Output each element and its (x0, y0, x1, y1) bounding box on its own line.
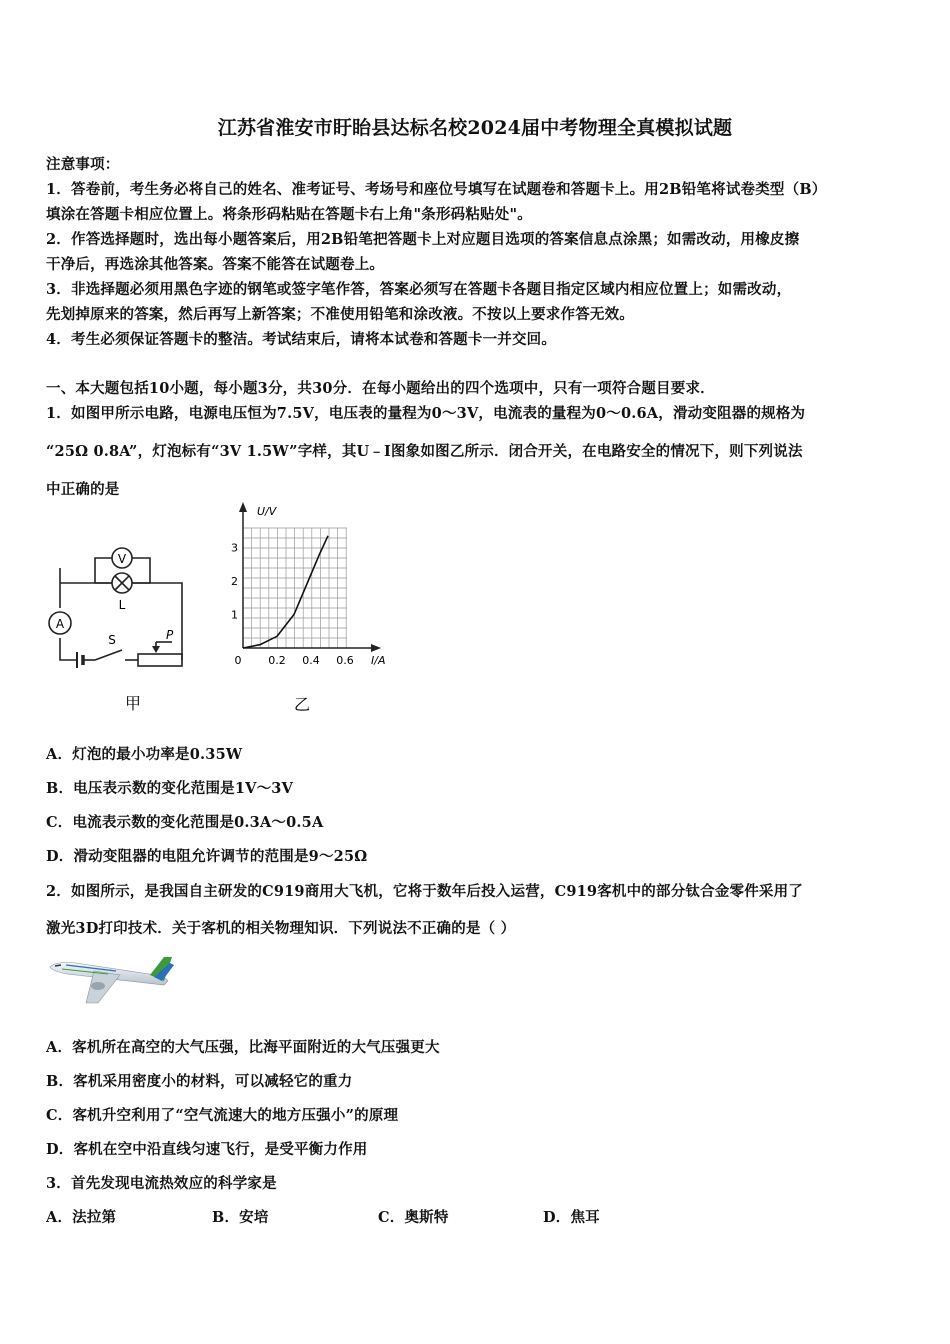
switch-label: S (108, 633, 116, 647)
notice-line: 4．考生必须保证答题卡的整洁。考试结束后，请将本试卷和答题卡一并交回。 (46, 331, 557, 348)
graph-caption: 乙 (293, 695, 311, 714)
c919-airplane-image (46, 955, 181, 1010)
option-d: D．焦耳 (543, 1209, 600, 1226)
circuit-caption: 甲 (124, 694, 142, 713)
question-1-line: “25Ω 0.8A”，灯泡标有“3V 1.5W”字样，其U﹣I图象如图乙所示．闭合开关，在电路安全的情况下，则下列说法 (46, 443, 803, 460)
option-d: D．滑动变阻器的电阻允许调节的范围是9～25Ω (46, 848, 368, 865)
question-1-line: 1．如图甲所示电路，电源电压恒为7.5V，电压表的量程为0～3V，电流表的量程为0～0.6A，滑动变阻器的规格为 (46, 405, 806, 422)
option-b: B．安培 (212, 1209, 269, 1226)
y-tick-label: 1 (231, 608, 238, 622)
notice-line: 填涂在答题卡相应位置上。将条形码粘贴在答题卡右上角"条形码粘贴处"。 (46, 206, 532, 223)
y-tick-label: 3 (231, 541, 238, 555)
option-c: C．电流表示数的变化范围是0.3A～0.5A (46, 814, 324, 831)
ammeter-label: A (55, 617, 65, 631)
x-tick-label: 0.6 (336, 654, 354, 667)
notice-line: 3．非选择题必须用黑色字迹的钢笔或签字笔作答，答案必须写在答题卡各题目指定区域内相应位置上；如需改动， (46, 281, 792, 298)
origin-label: 0 (234, 654, 242, 667)
lamp-label: L (118, 598, 126, 612)
section-heading: 一、本大题包括10小题，每小题3分，共30分．在每小题给出的四个选项中，只有一项符合题目要求． (46, 380, 715, 397)
question-2-line: 2．如图所示，是我国自主研发的C919商用大飞机，它将于数年后投入运营，C919客机中的部分钛合金零件采用了 (46, 883, 804, 900)
option-d: D．客机在空中沿直线匀速飞行，是受平衡力作用 (46, 1141, 368, 1158)
option-b: B．客机采用密度小的材料，可以减轻它的重力 (46, 1073, 353, 1090)
x-axis-label: I/A (371, 654, 386, 667)
x-tick-label: 0.4 (302, 654, 320, 667)
notice-line: 先划掉原来的答案，然后再写上新答案；不准使用铅笔和涂改液。不按以上要求作答无效。 (46, 306, 634, 323)
notice-heading: 注意事项： (46, 156, 120, 173)
y-tick-label: 2 (231, 575, 238, 588)
question-3-stem: 3．首先发现电流热效应的科学家是 (46, 1175, 277, 1192)
page-title: 江苏省淮安市盱眙县达标名校2024届中考物理全真模拟试题 (217, 117, 733, 139)
question-2-line: 激光3D打印技术．关于客机的相关物理知识．下列说法不正确的是（ ） (46, 920, 516, 937)
voltmeter-label: V (117, 552, 127, 566)
option-a: A．灯泡的最小功率是0.35W (46, 746, 243, 763)
x-tick-label: 0.2 (268, 654, 286, 667)
notice-line: 1．答卷前，考生务必将自己的姓名、准考证号、考场号和座位号填写在试题卷和答题卡上。用2B铅笔将试卷类型（B） (46, 181, 827, 198)
option-c: C．奥斯特 (378, 1209, 449, 1226)
notice-line: 干净后，再选涂其他答案。答案不能答在试题卷上。 (46, 256, 385, 273)
ui-graph (225, 498, 395, 718)
option-a: A．客机所在高空的大气压强，比海平面附近的大气压强更大 (46, 1039, 440, 1056)
notice-line: 2．作答选择题时，选出每小题答案后，用2B铅笔把答题卡上对应题目选项的答案信息点涂黑；如需改动，用橡皮擦 (46, 231, 800, 248)
circuit-diagram (40, 538, 200, 718)
slider-label: P (166, 628, 174, 642)
option-c: C．客机升空利用了“空气流速大的地方压强小”的原理 (46, 1107, 399, 1124)
option-a: A．法拉第 (46, 1209, 117, 1226)
y-axis-label: U/V (257, 505, 277, 518)
question-1-line: 中正确的是 (46, 481, 120, 498)
option-b: B．电压表示数的变化范围是1V～3V (46, 780, 294, 797)
